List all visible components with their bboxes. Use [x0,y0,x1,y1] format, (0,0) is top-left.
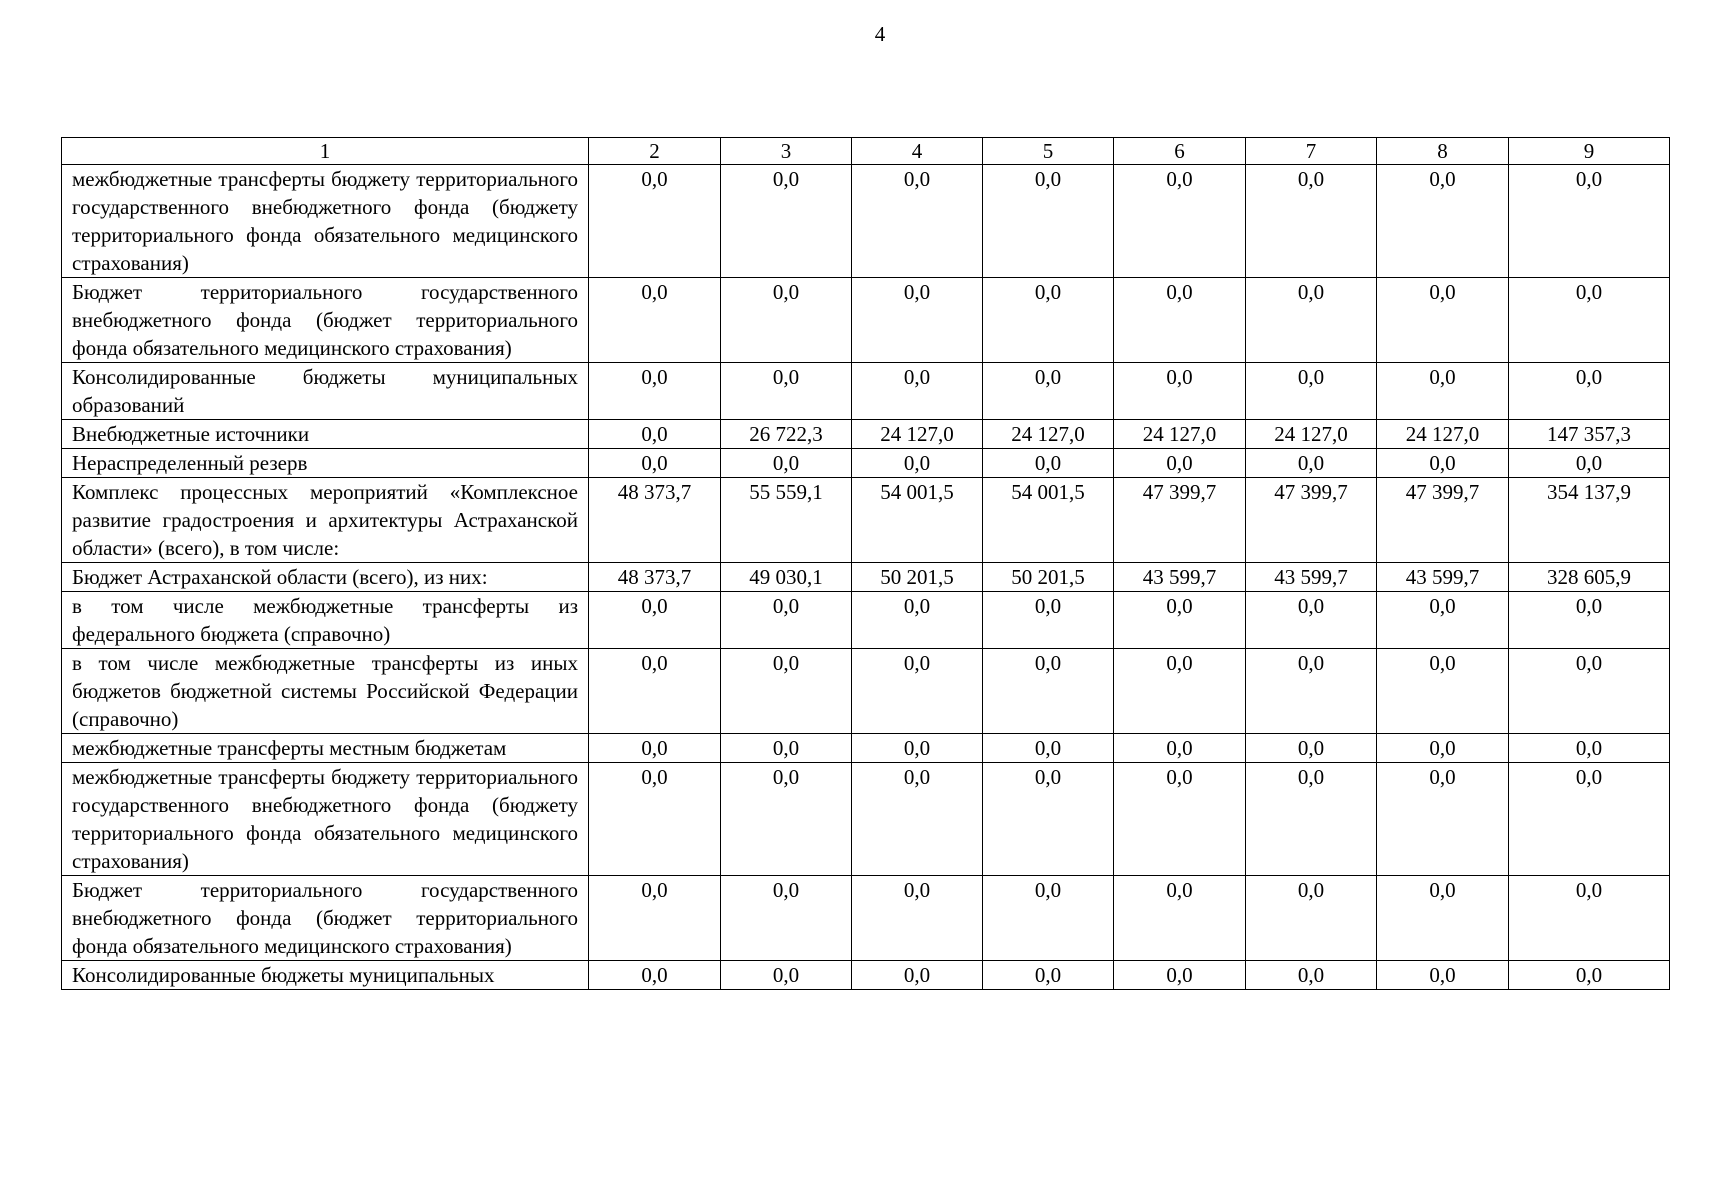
value-cell: 24 127,0 [852,420,983,449]
value-cell: 0,0 [852,763,983,876]
value-cell: 0,0 [983,363,1114,420]
value-cell: 0,0 [983,734,1114,763]
value-cell: 0,0 [852,278,983,363]
value-cell: 0,0 [1509,734,1670,763]
value-cell: 0,0 [1246,649,1377,734]
value-cell: 0,0 [1114,363,1246,420]
value-cell: 0,0 [589,876,721,961]
value-cell: 0,0 [1377,278,1509,363]
value-cell: 0,0 [589,165,721,278]
value-cell: 354 137,9 [1509,478,1670,563]
table-row [62,563,1670,592]
value-cell: 50 201,5 [852,563,983,592]
row-label: Внебюджетные источники [62,420,589,449]
column-header: 9 [1509,138,1670,165]
table-header-row [62,138,1670,165]
value-cell: 328 605,9 [1509,563,1670,592]
value-cell: 0,0 [589,363,721,420]
value-cell: 0,0 [1509,165,1670,278]
value-cell: 0,0 [852,592,983,649]
value-cell: 0,0 [852,961,983,990]
value-cell: 0,0 [983,592,1114,649]
value-cell: 0,0 [1246,876,1377,961]
value-cell: 0,0 [1114,278,1246,363]
value-cell: 0,0 [1377,363,1509,420]
row-label: Бюджет территориального государственного внебюджетного фонда (бюджет территориального фонда обязательного медицинского страхования) [62,876,589,961]
value-cell: 0,0 [721,165,852,278]
value-cell: 24 127,0 [1377,420,1509,449]
value-cell: 0,0 [589,961,721,990]
value-cell: 0,0 [983,165,1114,278]
value-cell: 0,0 [1377,734,1509,763]
value-cell: 0,0 [721,763,852,876]
table-row [62,876,1670,961]
value-cell: 55 559,1 [721,478,852,563]
value-cell: 24 127,0 [983,420,1114,449]
value-cell: 0,0 [1377,449,1509,478]
value-cell: 147 357,3 [1509,420,1670,449]
table-row [62,478,1670,563]
value-cell: 0,0 [1114,763,1246,876]
value-cell: 0,0 [1377,592,1509,649]
column-header: 5 [983,138,1114,165]
value-cell: 0,0 [983,961,1114,990]
column-header: 6 [1114,138,1246,165]
row-label: межбюджетные трансферты местным бюджетам [62,734,589,763]
row-label: Консолидированные бюджеты муниципальных образований [62,363,589,420]
value-cell: 0,0 [721,449,852,478]
table-row [62,278,1670,363]
value-cell: 0,0 [1114,961,1246,990]
value-cell: 0,0 [721,649,852,734]
value-cell: 0,0 [721,363,852,420]
value-cell: 0,0 [1114,165,1246,278]
value-cell: 0,0 [1509,961,1670,990]
value-cell: 0,0 [1377,763,1509,876]
value-cell: 0,0 [589,278,721,363]
value-cell: 0,0 [589,420,721,449]
value-cell: 0,0 [589,649,721,734]
value-cell: 43 599,7 [1377,563,1509,592]
value-cell: 0,0 [721,961,852,990]
value-cell: 0,0 [1246,961,1377,990]
row-label: Нераспределенный резерв [62,449,589,478]
table-row [62,592,1670,649]
value-cell: 0,0 [983,649,1114,734]
page-number: 4 [874,22,886,46]
value-cell: 0,0 [852,649,983,734]
table-row [62,165,1670,278]
row-label: Бюджет Астраханской области (всего), из них: [62,563,589,592]
value-cell: 0,0 [1114,876,1246,961]
table-row [62,449,1670,478]
column-header: 1 [62,138,589,165]
value-cell: 0,0 [852,734,983,763]
table-row [62,734,1670,763]
table-row [62,363,1670,420]
value-cell: 0,0 [1246,734,1377,763]
value-cell: 47 399,7 [1377,478,1509,563]
value-cell: 0,0 [1509,592,1670,649]
row-label: Бюджет территориального государственного внебюджетного фонда (бюджет территориального фонда обязательного медицинского страхования) [62,278,589,363]
column-header: 4 [852,138,983,165]
value-cell: 54 001,5 [983,478,1114,563]
value-cell: 48 373,7 [589,563,721,592]
value-cell: 0,0 [1246,763,1377,876]
column-header: 8 [1377,138,1509,165]
value-cell: 43 599,7 [1114,563,1246,592]
value-cell: 0,0 [1246,165,1377,278]
value-cell: 0,0 [852,165,983,278]
value-cell: 0,0 [721,592,852,649]
value-cell: 0,0 [1246,592,1377,649]
value-cell: 0,0 [1509,649,1670,734]
table-row [62,649,1670,734]
value-cell: 0,0 [852,363,983,420]
value-cell: 0,0 [1509,876,1670,961]
value-cell: 0,0 [721,734,852,763]
value-cell: 0,0 [1377,876,1509,961]
value-cell: 0,0 [1509,363,1670,420]
value-cell: 49 030,1 [721,563,852,592]
value-cell: 0,0 [1114,649,1246,734]
row-label: Комплекс процессных мероприятий «Комплексное развитие градостроения и архитектуры Астраханской области» (всего), в том числе: [62,478,589,563]
value-cell: 0,0 [589,449,721,478]
value-cell: 0,0 [1246,363,1377,420]
value-cell: 0,0 [1377,961,1509,990]
value-cell: 0,0 [852,876,983,961]
value-cell: 0,0 [1114,449,1246,478]
value-cell: 0,0 [1509,449,1670,478]
table-row [62,420,1670,449]
value-cell: 0,0 [983,278,1114,363]
column-header: 2 [589,138,721,165]
value-cell: 0,0 [1509,278,1670,363]
value-cell: 0,0 [589,734,721,763]
value-cell: 0,0 [1114,592,1246,649]
value-cell: 0,0 [983,763,1114,876]
value-cell: 47 399,7 [1114,478,1246,563]
value-cell: 0,0 [1509,763,1670,876]
value-cell: 0,0 [589,763,721,876]
value-cell: 0,0 [1246,449,1377,478]
value-cell: 47 399,7 [1246,478,1377,563]
column-header: 7 [1246,138,1377,165]
value-cell: 0,0 [983,449,1114,478]
value-cell: 54 001,5 [852,478,983,563]
value-cell: 0,0 [852,449,983,478]
value-cell: 0,0 [589,592,721,649]
value-cell: 48 373,7 [589,478,721,563]
row-label: в том числе межбюджетные трансферты из иных бюджетов бюджетной системы Российской Федерации (справочно) [62,649,589,734]
value-cell: 43 599,7 [1246,563,1377,592]
row-label: в том числе межбюджетные трансферты из федерального бюджета (справочно) [62,592,589,649]
value-cell: 0,0 [1246,278,1377,363]
column-header: 3 [721,138,852,165]
value-cell: 24 127,0 [1114,420,1246,449]
value-cell: 50 201,5 [983,563,1114,592]
row-label: межбюджетные трансферты бюджету территориального государственного внебюджетного фонда (бюджету территориального фонда обязательного медицинского страхования) [62,763,589,876]
row-label: Консолидированные бюджеты муниципальных [62,961,589,990]
value-cell: 0,0 [721,876,852,961]
value-cell: 24 127,0 [1246,420,1377,449]
row-label: межбюджетные трансферты бюджету территориального государственного внебюджетного фонда (бюджету территориального фонда обязательного медицинского страхования) [62,165,589,278]
budget-table [61,137,1670,990]
value-cell: 26 722,3 [721,420,852,449]
value-cell: 0,0 [721,278,852,363]
table-row [62,763,1670,876]
value-cell: 0,0 [1377,165,1509,278]
value-cell: 0,0 [1114,734,1246,763]
value-cell: 0,0 [983,876,1114,961]
value-cell: 0,0 [1377,649,1509,734]
table-row [62,961,1670,990]
